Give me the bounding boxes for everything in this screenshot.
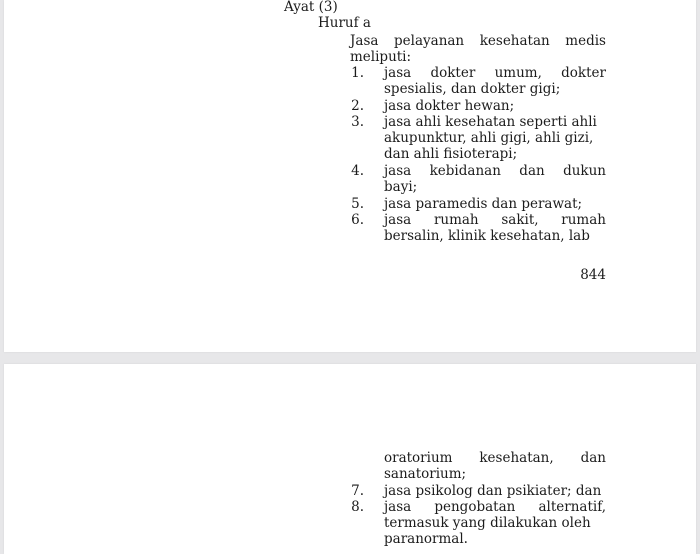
list-item-1-line-1	[384, 65, 606, 81]
page-number: 844	[580, 267, 606, 283]
word: dukun	[563, 163, 606, 179]
list-item-7-line-1: jasa psikolog dan psikiater; dan	[384, 483, 602, 499]
list-item-6-line-1	[384, 212, 606, 228]
word: jasa	[384, 65, 412, 81]
list-item-4-line-2: bayi;	[384, 179, 418, 195]
word: dokter	[430, 65, 476, 81]
intro-line-2: meliputi:	[350, 49, 412, 65]
word: pengobatan	[434, 499, 516, 515]
word: Jasa	[350, 33, 379, 49]
list-number-7: 7.	[351, 483, 364, 499]
word: dan	[519, 163, 545, 179]
word: jasa	[384, 212, 412, 228]
word: jasa	[384, 499, 412, 515]
continued-line-2: sanatorium;	[384, 466, 467, 482]
intro-line-1	[350, 33, 606, 49]
word: rumah	[561, 212, 606, 228]
list-item-4-line-1	[384, 163, 606, 179]
word: sakit,	[501, 212, 539, 228]
heading-ayat: Ayat (3)	[284, 0, 338, 15]
word: dan	[580, 450, 606, 466]
word: pelayanan	[394, 33, 465, 49]
list-number-1: 1.	[351, 65, 364, 81]
word: kesehatan	[479, 33, 550, 49]
list-item-1-line-2: spesialis, dan dokter gigi;	[384, 81, 561, 97]
word: kebidanan	[429, 163, 501, 179]
list-item-8-line-3: paranormal.	[384, 531, 468, 547]
word: alternatif,	[538, 499, 606, 515]
list-number-5: 5.	[351, 196, 364, 212]
word: medis	[565, 33, 606, 49]
list-number-3: 3.	[351, 114, 364, 130]
list-item-3-line-3: dan ahli fisioterapi;	[384, 146, 518, 162]
document-page-next	[4, 364, 696, 554]
word: kesehatan,	[479, 450, 554, 466]
list-item-8-line-1	[384, 499, 606, 515]
list-item-3-line-1: jasa ahli kesehatan seperti ahli	[384, 114, 597, 130]
list-item-3-line-2: akupunktur, ahli gigi, ahli gizi,	[384, 130, 594, 146]
document-page-844	[4, 0, 696, 352]
continued-line-1	[384, 450, 606, 466]
word: umum,	[494, 65, 542, 81]
list-item-6-line-2: bersalin, klinik kesehatan, lab	[384, 228, 590, 244]
word: dokter	[561, 65, 606, 81]
list-number-4: 4.	[351, 163, 364, 179]
word: jasa	[384, 163, 412, 179]
list-number-2: 2.	[351, 98, 364, 114]
list-item-8-line-2: termasuk yang dilakukan oleh	[384, 515, 591, 531]
word: rumah	[433, 212, 479, 228]
heading-huruf: Huruf a	[318, 15, 371, 31]
list-item-2-line-1: jasa dokter hewan;	[384, 98, 515, 114]
list-item-5-line-1: jasa paramedis dan perawat;	[384, 196, 583, 212]
list-number-6: 6.	[351, 212, 364, 228]
list-number-8: 8.	[351, 499, 364, 515]
word: oratorium	[384, 450, 453, 466]
